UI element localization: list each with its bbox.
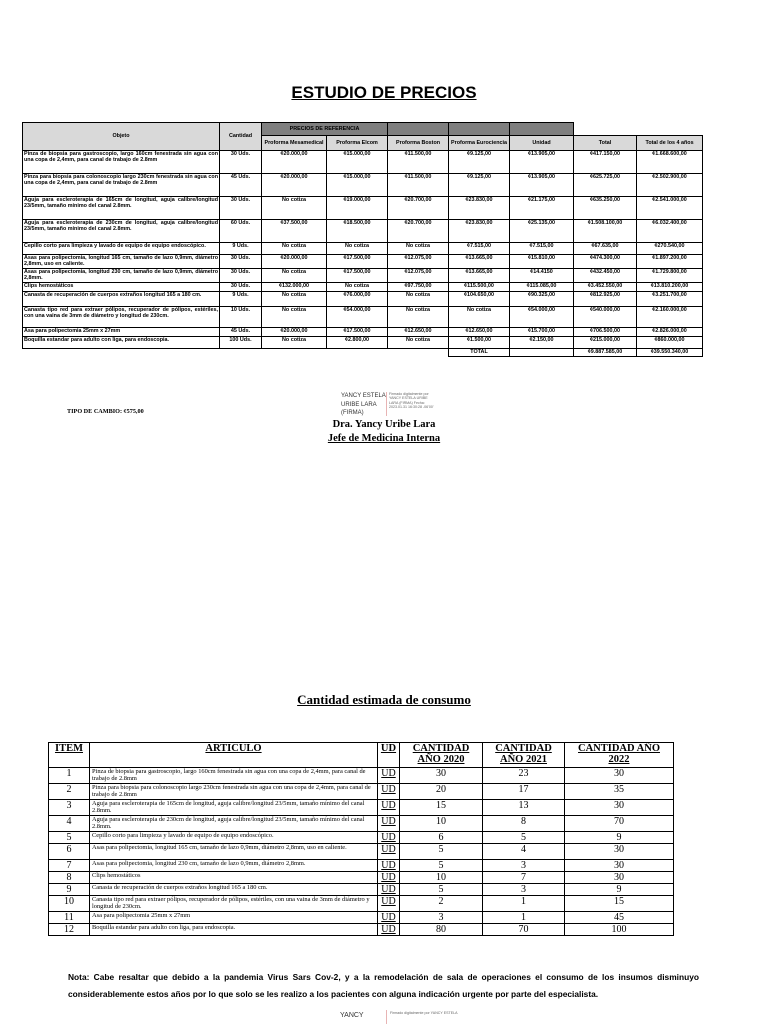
row-objeto: Cepillo corto para limpieza y lavado de equipo de equipo endoscópico. [23,243,220,255]
row-proforma-elcom: ¢19.000,00 [327,197,388,220]
signer-role: Jefe de Medicina Interna [327,433,441,444]
row-total: ¢625.725,00 [574,174,637,197]
row-unidad: ¢2.150,00 [510,337,574,349]
row-total: ¢67.635,00 [574,243,637,255]
consumo-row [49,800,674,816]
row-total-4-anos: ¢6.032.400,00 [637,220,703,243]
row-cantidad-2022: 9 [565,832,674,844]
row-cantidad: 30 Uds. [220,151,262,174]
header-proforma-eurociencia: Proforma Eurociencia [449,136,510,151]
signature-divider-2 [386,1010,387,1024]
row-cantidad: 45 Uds. [220,174,262,197]
row-cantidad-2021: 4 [483,844,565,860]
row-cantidad-2022: 30 [565,872,674,884]
row-proforma-boston: ¢12.075,00 [388,269,449,283]
consumo-row [49,872,674,884]
row-proforma-elcom: No cotiza [327,283,388,292]
row-proforma-mesamedical: ¢20.000,00 [262,328,327,337]
row-cantidad: 30 Uds. [220,269,262,283]
row-cantidad-2021: 17 [483,784,565,800]
row-proforma-elcom: ¢2.800,00 [327,337,388,349]
row-item: 8 [49,872,90,884]
row-item: 9 [49,884,90,896]
row-proforma-mesamedical: No cotiza [262,197,327,220]
row-unidad: ¢21.175,00 [510,197,574,220]
price-row [23,243,703,255]
row-cantidad-2022: 100 [565,924,674,936]
digital-signature-name: YANCY ESTELA URIBE LARA (FIRMA) [341,393,386,417]
row-unidad: ¢13.905,00 [510,174,574,197]
row-proforma-eurociencia: ¢9.125,00 [449,151,510,174]
row-proforma-elcom: ¢17.500,00 [327,269,388,283]
row-cantidad-2021: 23 [483,768,565,784]
row-proforma-eurociencia: ¢104.650,00 [449,292,510,307]
row-cantidad-2022: 30 [565,844,674,860]
row-item: 3 [49,800,90,816]
row-total: ¢474.300,00 [574,255,637,269]
row-proforma-mesamedical: No cotiza [262,292,327,307]
price-table [22,122,703,357]
row-unidad: ¢7.515,00 [510,243,574,255]
row-item: 5 [49,832,90,844]
row-cantidad-2021: 3 [483,860,565,872]
row-cantidad-2020: 3 [400,912,483,924]
row-cantidad-2020: 5 [400,884,483,896]
row-proforma-mesamedical: No cotiza [262,307,327,328]
row-ud: UD [378,860,400,872]
row-ud: UD [378,924,400,936]
row-cantidad-2020: 30 [400,768,483,784]
row-objeto: Clips hemostáticos [23,283,220,292]
row-unidad: ¢15.700,00 [510,328,574,337]
row-unidad: ¢90.325,00 [510,292,574,307]
row-ud: UD [378,896,400,912]
tipo-de-cambio: TIPO DE CAMBIO: ¢575,00 [67,408,144,415]
consumo-row [49,860,674,872]
price-row [23,255,703,269]
row-objeto: Pinza de biopsia para gastroscopio, largo 160cm fenestrada sin agua con una copa de 2,4mm, para canal de trabajo de 2.8mm [23,151,220,174]
row-proforma-elcom: ¢15.000,00 [327,151,388,174]
row-total: ¢3.452.550,00 [574,283,637,292]
row-cantidad-2022: 30 [565,768,674,784]
price-row [23,337,703,349]
row-proforma-mesamedical: ¢37.500,00 [262,220,327,243]
row-cantidad-2021: 1 [483,912,565,924]
row-cantidad-2020: 5 [400,844,483,860]
row-cantidad-2021: 3 [483,884,565,896]
note-paragraph: Nota: Cabe resaltar que debido a la pandemia Virus Sars Cov-2, y a la remodelación de sala de operaciones el consumo de los insumos disminuyo considerablemente estos años por lo que solo se les realizo a los pacientes con alguna indicación urgente por parte del especialista. [68,972,699,999]
row-cantidad-2020: 6 [400,832,483,844]
consumo-row [49,924,674,936]
row-cantidad-2022: 9 [565,884,674,896]
row-cantidad-2020: 2 [400,896,483,912]
row-item: 10 [49,896,90,912]
row-cantidad-2020: 15 [400,800,483,816]
row-objeto: Asa para polipectomia 25mm x 27mm [23,328,220,337]
row-cantidad-2020: 20 [400,784,483,800]
row-item: 2 [49,784,90,800]
row-total: ¢540.000,00 [574,307,637,328]
row-total: ¢635.250,00 [574,197,637,220]
row-proforma-boston: No cotiza [388,307,449,328]
row-proforma-elcom: ¢76.000,00 [327,292,388,307]
row-ud: UD [378,844,400,860]
row-proforma-eurociencia: ¢13.665,00 [449,255,510,269]
consumo-row [49,784,674,800]
header-proforma-elcom: Proforma Elcom [327,136,388,151]
section-title-consumo: Cantidad estimada de consumo [297,692,471,707]
header-ud: UD [378,743,400,768]
row-proforma-mesamedical: ¢20.000,00 [262,255,327,269]
row-proforma-eurociencia: ¢23.830,00 [449,197,510,220]
row-proforma-mesamedical: ¢20.000,00 [262,174,327,197]
row-ud: UD [378,912,400,924]
row-proforma-eurociencia: ¢12.650,00 [449,328,510,337]
header-cantidad: Cantidad [220,123,262,151]
row-articulo: Asa para polipectomia 25mm x 27mm [90,912,378,924]
row-cantidad: 30 Uds. [220,283,262,292]
row-proforma-elcom: ¢17.500,00 [327,255,388,269]
row-articulo: Pinza para biopsia para colonoscopio largo 230cm fenestrada sin agua con una copa de 2,4mm, para canal de trabajo de 2.8mm [90,784,378,800]
row-ud: UD [378,884,400,896]
row-total-4-anos: ¢2.826.000,00 [637,328,703,337]
row-proforma-eurociencia: No cotiza [449,307,510,328]
row-total-4-anos: ¢270.540,00 [637,243,703,255]
row-total-4-anos: ¢1.668.600,00 [637,151,703,174]
row-proforma-mesamedical: No cotiza [262,269,327,283]
row-item: 12 [49,924,90,936]
row-ud: UD [378,872,400,884]
row-cantidad: 100 Uds. [220,337,262,349]
row-proforma-elcom: ¢54.000,00 [327,307,388,328]
row-total-4-anos: ¢860.000,00 [637,337,703,349]
row-ud: UD [378,800,400,816]
row-proforma-mesamedical: No cotiza [262,243,327,255]
signature-divider [386,392,387,416]
row-proforma-boston: ¢11.500,00 [388,174,449,197]
row-proforma-elcom: No cotiza [327,243,388,255]
price-row [23,307,703,328]
row-proforma-eurociencia: ¢115.500,00 [449,283,510,292]
row-total-4-anos: ¢2.541.000,00 [637,197,703,220]
row-cantidad-2021: 5 [483,832,565,844]
price-row [23,151,703,174]
digital-signature-name-2: YANCY [340,1012,364,1019]
row-articulo: Aguja para escleroterapia de 230cm de longitud, aguja calibre/longitud 23/5mm, tamaño mínimo del canal 2.8mm. [90,816,378,832]
header-precios-referencia: PRECIOS DE REFERENCIA [262,123,388,136]
row-cantidad: 30 Uds. [220,197,262,220]
row-proforma-mesamedical: ¢20.000,00 [262,151,327,174]
grand-total-4-anos: ¢39.550.340,00 [637,349,703,357]
row-cantidad: 9 Uds. [220,292,262,307]
row-item: 7 [49,860,90,872]
row-total: ¢706.500,00 [574,328,637,337]
row-articulo: Asas para polipectomia, longitud 230 cm, tamaño de lazo 0,9mm, diámetro 2,8mm. [90,860,378,872]
row-proforma-boston: ¢20.700,00 [388,197,449,220]
consumo-row [49,768,674,784]
row-total-4-anos: ¢1.897.200,00 [637,255,703,269]
row-objeto: Pinza para biopsia para colonoscopio largo 230cm fenestrada sin agua con una copa de 2,4mm, para canal de trabajo de 2.8mm [23,174,220,197]
digital-signature-note-2: Firmado digitalmente por YANCY ESTELA [390,1011,458,1015]
price-row [23,283,703,292]
header-total-4-anos: Total de los 4 años [637,136,703,151]
row-cantidad-2021: 7 [483,872,565,884]
row-unidad: ¢115.085,00 [510,283,574,292]
price-row [23,328,703,337]
row-ud: UD [378,768,400,784]
header-unidad: Unidad [510,136,574,151]
consumo-row [49,884,674,896]
row-cantidad: 30 Uds. [220,255,262,269]
header-total: Total [574,136,637,151]
row-total-4-anos: ¢2.502.900,00 [637,174,703,197]
header-cantidad-2022: CANTIDAD AÑO 2022 [565,743,674,768]
row-total-4-anos: ¢1.729.800,00 [637,269,703,283]
price-row [23,269,703,283]
consumo-row [49,832,674,844]
row-cantidad-2020: 5 [400,860,483,872]
row-articulo: Clips hemostáticos [90,872,378,884]
row-ud: UD [378,816,400,832]
row-unidad: ¢14.4150 [510,269,574,283]
consumo-row [49,816,674,832]
row-proforma-boston: ¢97.750,00 [388,283,449,292]
row-total-4-anos: ¢13.810.200,00 [637,283,703,292]
row-cantidad-2022: 30 [565,860,674,872]
row-objeto: Aguja para escleroterapia de 230cm de longitud, aguja calibre/longitud 23/5mm, tamaño mínimo del canal 2.8mm. [23,220,220,243]
row-objeto: Boquilla estandar para adulto con liga, para endoscopia. [23,337,220,349]
row-cantidad-2022: 70 [565,816,674,832]
row-ud: UD [378,784,400,800]
row-objeto: Canasta tipo red para extraer pólipos, recuperador de pólipos, estériles, con una vaina de 3mm de diámetro y longitud de 230cm. [23,307,220,328]
row-cantidad-2021: 1 [483,896,565,912]
row-total-4-anos: ¢3.251.700,00 [637,292,703,307]
row-item: 6 [49,844,90,860]
row-articulo: Cepillo corto para limpieza y lavado de equipo de equipo endoscópico. [90,832,378,844]
row-total: ¢215.000,00 [574,337,637,349]
header-proforma-mesamedical: Proforma Mesamedical [262,136,327,151]
row-total-4-anos: ¢2.160.000,00 [637,307,703,328]
row-proforma-boston: No cotiza [388,292,449,307]
row-cantidad-2021: 8 [483,816,565,832]
row-proforma-elcom: ¢17.500,00 [327,328,388,337]
row-proforma-boston: ¢11.500,00 [388,151,449,174]
row-total: ¢812.925,00 [574,292,637,307]
row-cantidad-2022: 15 [565,896,674,912]
digital-signature-note: Firmado digitalmente por YANCY ESTELA URIBE LARA (FIRMA) Fecha: 2023.01.31 16:30:28 -06'00' [389,392,434,410]
header-cantidad-2021: CANTIDAD AÑO 2021 [483,743,565,768]
row-proforma-boston: No cotiza [388,243,449,255]
row-proforma-mesamedical: No cotiza [262,337,327,349]
header-cantidad-2020: CANTIDAD AÑO 2020 [400,743,483,768]
row-objeto: Aguja para escleroterapia de 165cm de longitud, aguja calibre/longitud 23/5mm, tamaño mínimo del canal 2.8mm. [23,197,220,220]
row-proforma-eurociencia: ¢23.830,00 [449,220,510,243]
grand-total: ¢9.887.585,00 [574,349,637,357]
row-proforma-eurociencia: ¢7.515,00 [449,243,510,255]
price-row [23,292,703,307]
row-proforma-elcom: ¢15.000,00 [327,174,388,197]
row-articulo: Canasta tipo red para extraer pólipos, recuperador de pólipos, estériles, con una vaina de 3mm de diámetro y longitud de 230cm. [90,896,378,912]
row-cantidad: 10 Uds. [220,307,262,328]
consumo-row [49,896,674,912]
row-proforma-elcom: ¢18.500,00 [327,220,388,243]
header-proforma-boston: Proforma Boston [388,136,449,151]
row-unidad: ¢54.000,00 [510,307,574,328]
row-total: ¢432.450,00 [574,269,637,283]
row-articulo: Asas para polipectomia, longitud 165 cm, tamaño de lazo 0,9mm, diámetro 2,8mm, uso en caliente. [90,844,378,860]
price-row [23,220,703,243]
row-proforma-boston: ¢12.075,00 [388,255,449,269]
row-proforma-boston: ¢20.700,00 [388,220,449,243]
header-articulo: ARTICULO [90,743,378,768]
row-articulo: Pinza de biopsia para gastroscopio, largo 160cm fenestrada sin agua con una copa de 2,4mm, para canal de trabajo de 2.8mm [90,768,378,784]
row-cantidad: 45 Uds. [220,328,262,337]
row-cantidad: 9 Uds. [220,243,262,255]
consumo-row [49,844,674,860]
row-objeto: Asas para polipectomia, longitud 165 cm, tamaño de lazo 0,9mm, diámetro 2,8mm, uso en caliente. [24,255,218,268]
consumo-table [48,742,674,936]
row-item: 1 [49,768,90,784]
row-cantidad-2021: 13 [483,800,565,816]
price-row [23,197,703,220]
row-unidad: ¢25.135,00 [510,220,574,243]
row-total: ¢417.150,00 [574,151,637,174]
row-articulo: Boquilla estandar para adulto con liga, para endoscopia. [90,924,378,936]
row-unidad: ¢13.905,00 [510,151,574,174]
row-proforma-eurociencia: ¢13.665,00 [449,269,510,283]
row-cantidad-2020: 10 [400,872,483,884]
row-cantidad-2022: 45 [565,912,674,924]
row-cantidad-2020: 10 [400,816,483,832]
row-objeto: Asas para polipectomia, longitud 230 cm, tamaño de lazo 0,9mm, diámetro 2,8mm. [24,269,218,282]
row-proforma-boston: ¢12.650,00 [388,328,449,337]
row-proforma-boston: No cotiza [388,337,449,349]
row-item: 11 [49,912,90,924]
header-objeto: Objeto [23,123,220,151]
row-total: ¢1.508.100,00 [574,220,637,243]
row-proforma-mesamedical: ¢132.000,00 [262,283,327,292]
page-title: ESTUDIO DE PRECIOS [291,83,477,102]
row-cantidad-2022: 35 [565,784,674,800]
consumo-row [49,912,674,924]
row-cantidad-2020: 80 [400,924,483,936]
row-unidad: ¢15.810,00 [510,255,574,269]
row-articulo: Aguja para escleroterapia de 165cm de longitud, aguja calibre/longitud 23/5mm, tamaño mínimo del canal 2.8mm. [90,800,378,816]
row-cantidad: 60 Uds. [220,220,262,243]
row-proforma-eurociencia: ¢9.125,00 [449,174,510,197]
row-cantidad-2021: 70 [483,924,565,936]
total-label: TOTAL [449,349,510,357]
row-articulo: Canasta de recuperación de cuerpos extraños longitud 165 a 180 cm. [90,884,378,896]
row-cantidad-2022: 30 [565,800,674,816]
row-proforma-eurociencia: ¢1.500,00 [449,337,510,349]
row-item: 4 [49,816,90,832]
price-row [23,174,703,197]
signer-name: Dra. Yancy Uribe Lara [332,419,436,430]
row-ud: UD [378,832,400,844]
row-objeto: Canasta de recuperación de cuerpos extraños longitud 165 a 180 cm. [23,292,220,307]
header-item: ITEM [49,743,90,768]
